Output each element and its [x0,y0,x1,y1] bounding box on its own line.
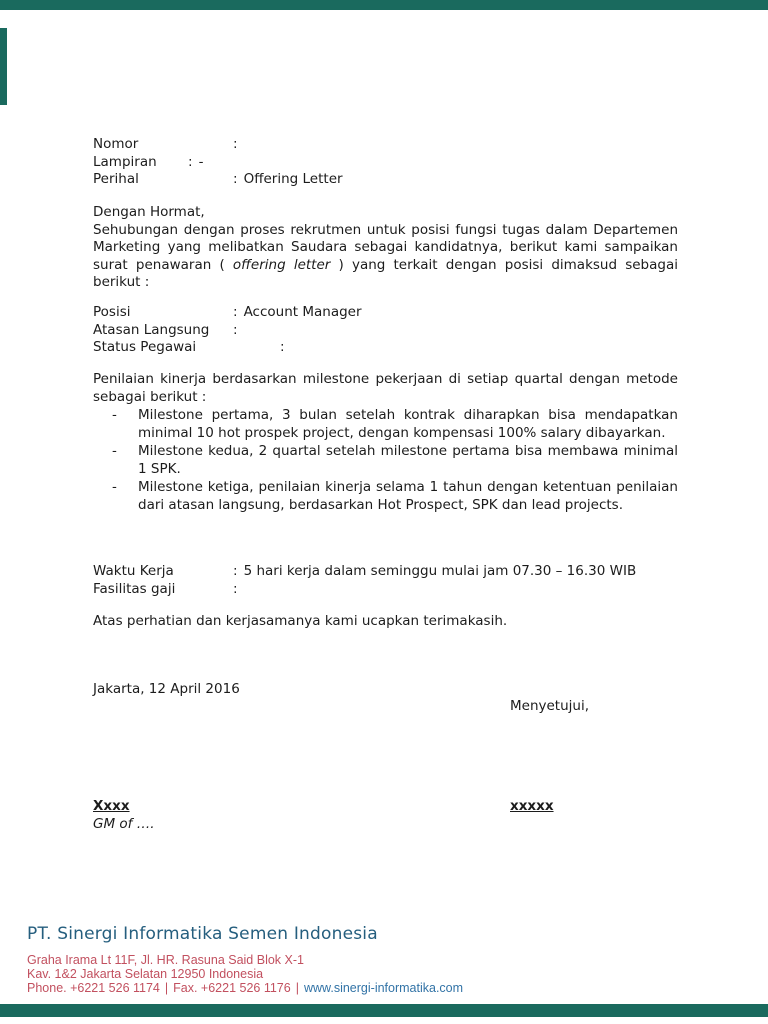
intro-text-italic: offering letter [232,256,331,273]
milestones-list [112,406,678,514]
footer-separator: | [295,981,299,995]
salutation: Dengan Hormat, [93,204,205,220]
intro-paragraph [93,222,678,292]
milestones-intro: Penilaian kinerja berdasarkan milestone pekerjaan di setiap quartal dengan metode sebagai berikut : [93,371,678,405]
field-label: Lampiran [93,153,157,170]
top-border-bar [0,0,768,10]
field-colon: : [233,304,238,320]
position-fields [93,304,678,357]
field-colon: : [233,171,238,187]
field-label: Nomor [93,136,139,152]
field-label: Waktu Kerja [93,563,174,579]
footer-address-line1: Graha Irama Lt 11F, Jl. HR. Rasuna Said Blok X-1 [27,953,304,967]
field-colon: : [280,339,285,355]
field-label: Posisi [93,304,131,320]
milestone-item [112,442,678,478]
approver-heading: Menyetujui, [510,698,590,714]
bottom-border-bar [0,1004,768,1017]
footer [27,924,463,995]
approver-name: xxxxx [510,798,554,814]
signer-name: Xxxx [93,798,130,814]
milestone-text: Milestone ketiga, penilaian kinerja selama 1 tahun dengan ketentuan penilaian dari atasan langsung, berdasarkan Hot Prospect, SPK dan lead projects. [138,479,678,513]
field-colon: : [233,321,238,338]
milestone-item [112,478,678,514]
intro-text-after: ) yang terkait dengan posisi dimaksud sebagai berikut : [93,256,678,290]
footer-separator: | [164,981,169,995]
intro-section [93,204,678,292]
field-label: Fasilitas gaji [93,581,176,597]
field-row-nomor [93,136,678,154]
field-row-fasilitas-gaji [93,580,678,598]
field-row-atasan-langsung [93,322,678,340]
footer-phone: Phone. +6221 526 1174 [27,981,160,995]
milestone-item [112,406,678,442]
field-label: Atasan Langsung [93,321,210,338]
bullet-dash: - [112,443,117,459]
field-value: - [198,153,204,170]
left-border-bar [0,28,7,105]
field-row-perihal [93,171,678,189]
footer-contact-line [27,981,463,995]
footer-company-name: PT. Sinergi Informatika Semen Indonesia [27,924,378,944]
footer-fax: Fax. +6221 526 1176 [173,981,291,995]
field-value: Account Manager [243,304,362,320]
signer-title: GM of …. [93,815,155,832]
field-colon: : [188,153,193,170]
milestone-text: Milestone pertama, 3 bulan setelah kontrak diharapkan bisa mendapatkan minimal 10 hot prospek project, dengan kompensasi 100% salary dibayarkan. [138,407,678,441]
milestones-section [93,371,678,514]
signer-block [93,798,155,833]
terms-fields [93,562,678,598]
footer-address-line2: Kav. 1&2 Jakarta Selatan 12950 Indonesia [27,967,264,981]
field-colon: : [233,136,238,152]
field-label: Perihal [93,171,139,187]
intro-text-before: Sehubungan dengan proses rekrutmen untuk posisi fungsi tugas dalam Departemen Marketing yang melibatkan Saudara sebagai kandidatnya, berikut kami sampaikan surat penawaran ( [93,221,678,273]
field-label: Status Pegawai [93,339,197,355]
field-colon: : [233,563,238,579]
field-value: 5 hari kerja dalam seminggu mulai jam 07.30 – 16.30 WIB [243,563,637,579]
footer-website-link[interactable]: www.sinergi-informatika.com [303,981,464,995]
closing-sentence: Atas perhatian dan kerjasamanya kami ucapkan terimakasih. [93,613,508,629]
field-row-waktu-kerja [93,562,678,580]
place-date: Jakarta, 12 April 2016 [93,681,240,697]
field-row-lampiran [93,154,678,172]
field-row-posisi [93,304,678,322]
milestone-text: Milestone kedua, 2 quartal setelah milestone pertama bisa membawa minimal 1 SPK. [138,443,678,477]
field-colon: : [233,581,238,597]
bullet-dash: - [112,407,117,423]
field-row-status-pegawai [93,339,678,357]
field-value: Offering Letter [243,171,343,187]
bullet-dash: - [112,479,117,495]
header-fields [93,136,678,189]
